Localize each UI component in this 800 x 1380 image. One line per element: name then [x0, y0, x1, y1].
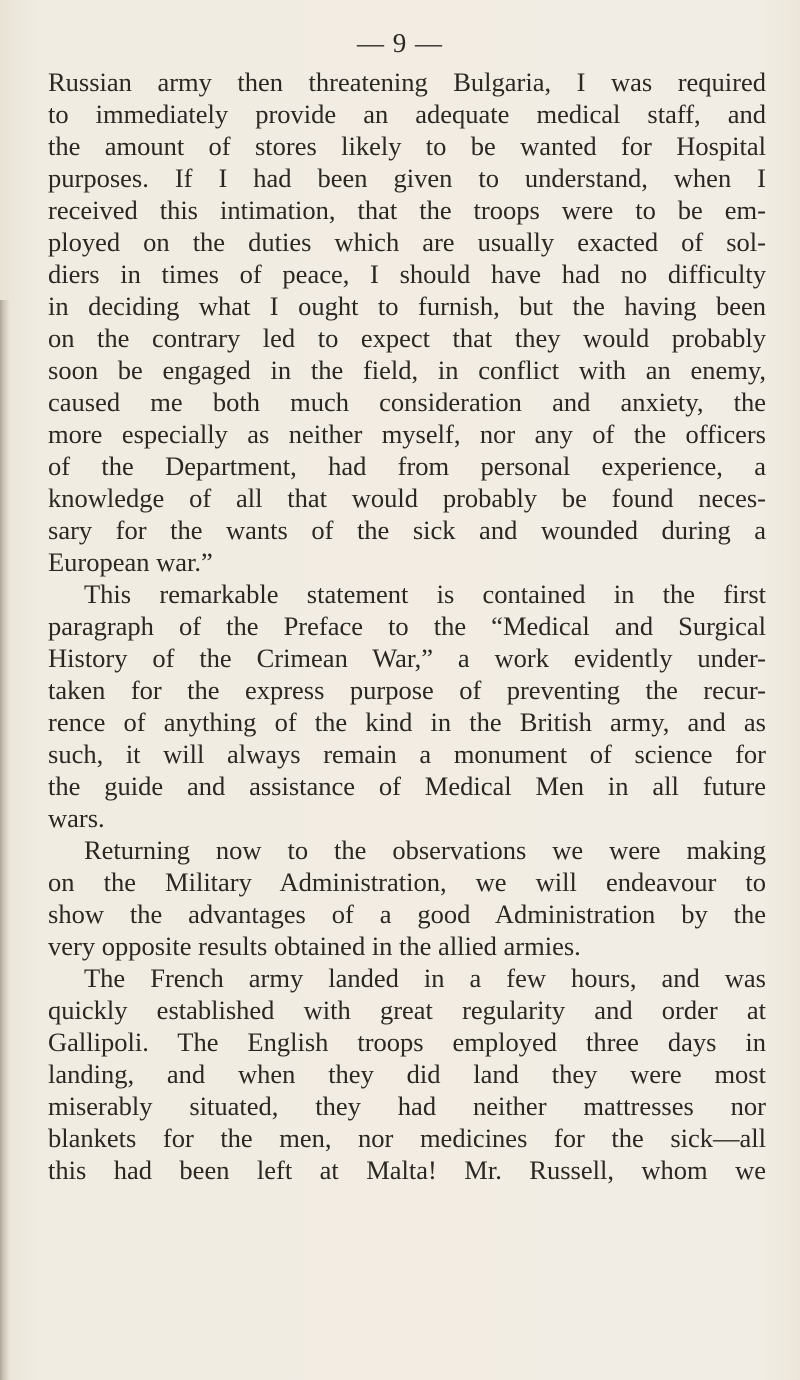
text-line: sary for the wants of the sick and wounded during a: [48, 515, 766, 545]
text-line: History of the Crimean War,” a work evidently under-: [48, 643, 766, 673]
text-line: knowledge of all that would probably be found neces-: [48, 483, 766, 513]
text-line: landing, and when they did land they were most: [48, 1059, 766, 1089]
text-line: the guide and assistance of Medical Men in all future: [48, 771, 766, 801]
text-line: caused me both much consideration and anxiety, the: [48, 387, 766, 417]
text-line: taken for the express purpose of preventing the recur-: [48, 675, 766, 705]
body-text: [48, 66, 766, 1186]
page-number: — 9 —: [357, 28, 443, 58]
text-line: ployed on the duties which are usually exacted of sol-: [48, 227, 766, 257]
page-binding-shadow: [0, 300, 10, 1380]
text-line: received this intimation, that the troops were to be em-: [48, 195, 766, 225]
text-line: in deciding what I ought to furnish, but the having been: [48, 291, 766, 321]
text-line: such, it will always remain a monument of science for: [48, 739, 766, 769]
text-line: paragraph of the Preface to the “Medical and Surgical: [48, 611, 766, 641]
text-line: show the advantages of a good Administration by the: [48, 899, 766, 929]
text-line: Returning now to the observations we were making: [84, 835, 766, 865]
text-line: quickly established with great regularity and order at: [48, 995, 766, 1025]
text-line: diers in times of peace, I should have had no difficulty: [48, 259, 766, 289]
text-line: purposes. If I had been given to understand, when I: [48, 163, 766, 193]
text-line: Gallipoli. The English troops employed three days in: [48, 1027, 766, 1057]
text-line: miserably situated, they had neither mattresses nor: [48, 1091, 766, 1121]
text-line: this had been left at Malta! Mr. Russell, whom we: [48, 1155, 766, 1185]
text-line: Russian army then threatening Bulgaria, I was required: [48, 67, 766, 97]
text-line: the amount of stores likely to be wanted for Hospital: [48, 131, 766, 161]
text-line: of the Department, had from personal experience, a: [48, 451, 766, 481]
text-line: to immediately provide an adequate medical staff, and: [48, 99, 766, 129]
text-line: This remarkable statement is contained in the first: [84, 579, 766, 609]
text-line: on the contrary led to expect that they would probably: [48, 323, 766, 353]
text-line: more especially as neither myself, nor any of the officers: [48, 419, 766, 449]
text-line: very opposite results obtained in the allied armies.: [48, 931, 581, 961]
text-line: European war.”: [48, 547, 213, 577]
text-line: blankets for the men, nor medicines for the sick—all: [48, 1123, 766, 1153]
text-line: on the Military Administration, we will endeavour to: [48, 867, 766, 897]
text-line: The French army landed in a few hours, and was: [84, 963, 766, 993]
text-line: rence of anything of the kind in the British army, and as: [48, 707, 766, 737]
text-line: soon be engaged in the field, in conflict with an enemy,: [48, 355, 766, 385]
text-line: wars.: [48, 803, 105, 833]
